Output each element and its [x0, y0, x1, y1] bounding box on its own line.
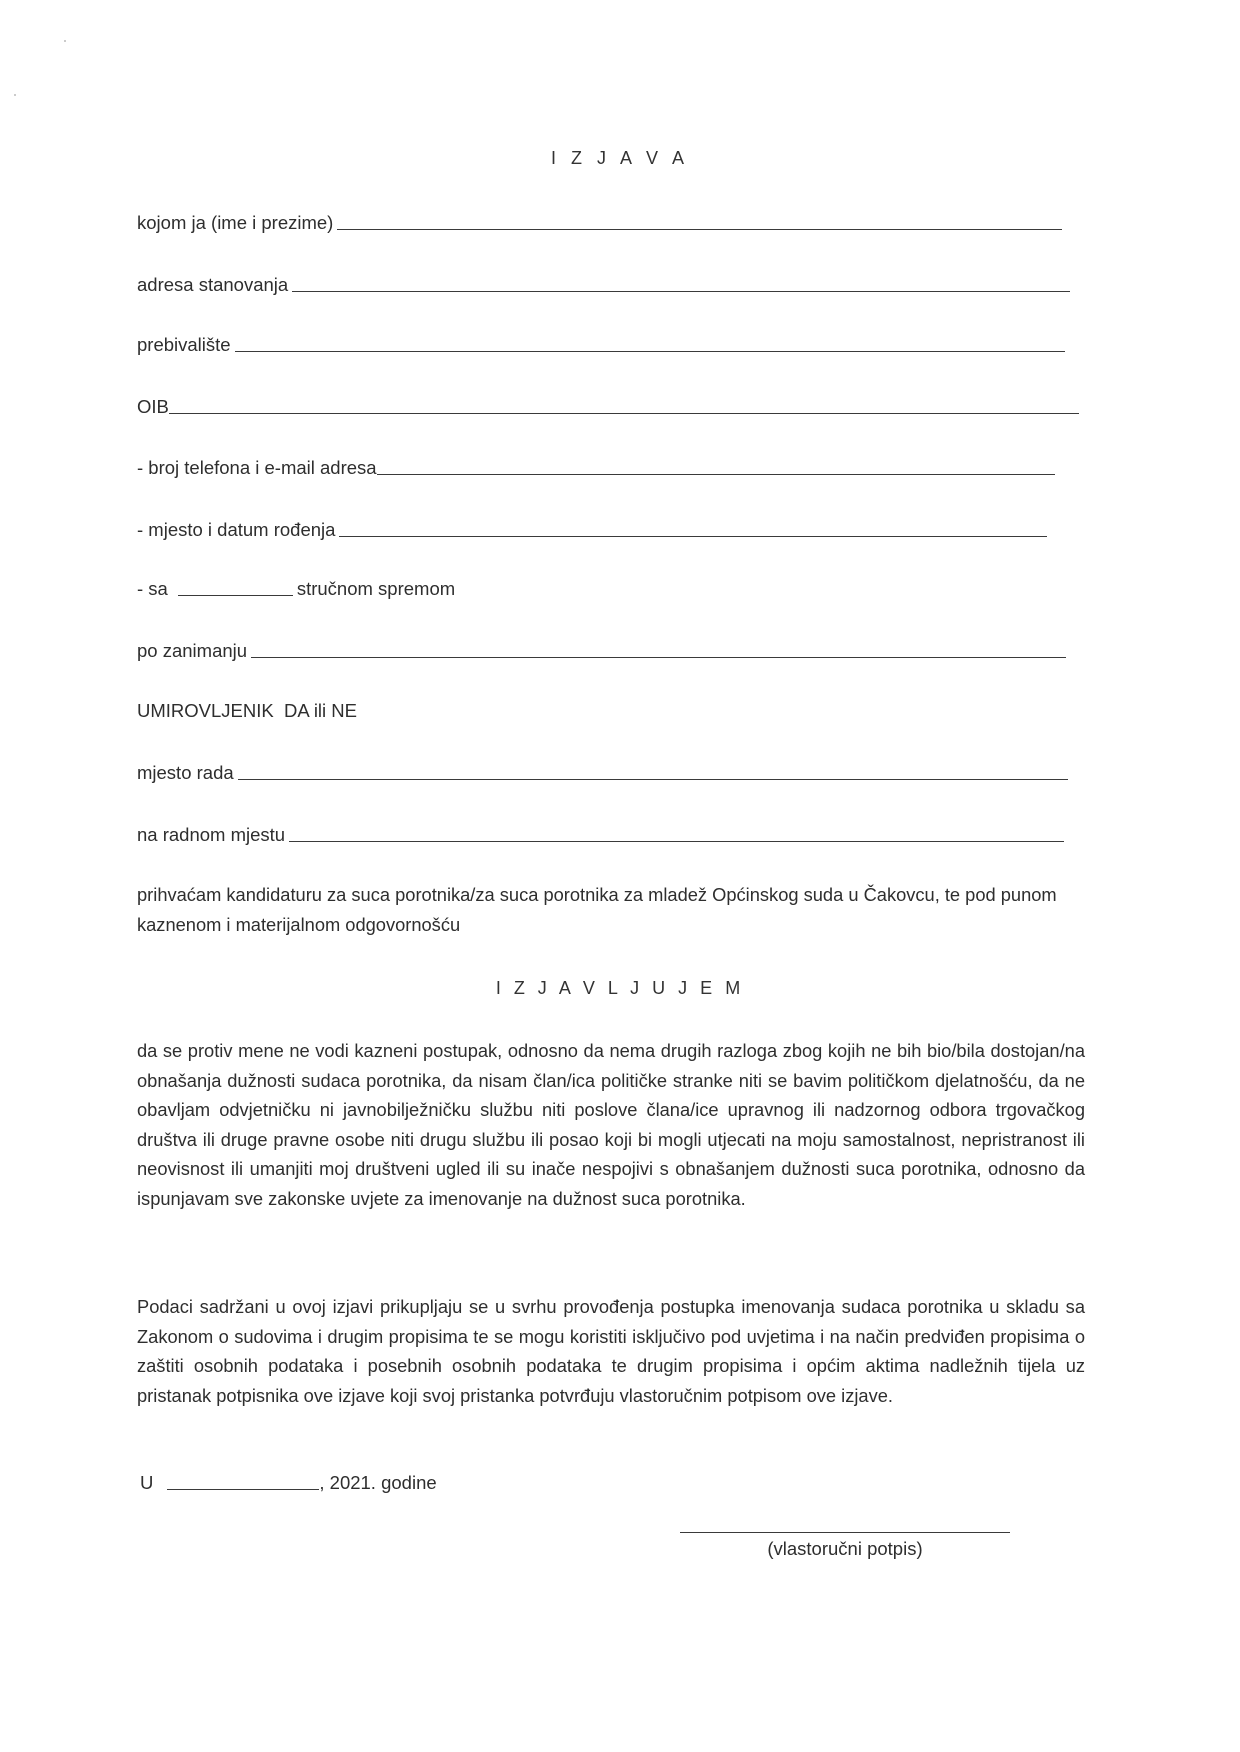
occupation-label: po zanimanju	[137, 640, 248, 661]
declaration-heading: I Z J A V L J U J E M	[495, 978, 745, 998]
workplace-field[interactable]	[137, 758, 1068, 784]
residence-label: prebivalište	[137, 334, 231, 355]
birth-label: - mjesto i datum rođenja	[137, 519, 336, 540]
place-line[interactable]	[167, 1489, 319, 1490]
retired-label: UMIROVLJENIK DA ili NE	[137, 700, 357, 721]
scan-speck	[64, 40, 66, 42]
name-line[interactable]	[337, 229, 1062, 230]
workplace-line[interactable]	[238, 779, 1068, 780]
year-label: , 2021. godine	[319, 1472, 437, 1493]
phone-email-line[interactable]	[377, 474, 1055, 475]
signature-line[interactable]	[680, 1532, 1010, 1533]
job-position-field[interactable]	[137, 820, 1064, 846]
document-title: I Z J A V A	[550, 148, 690, 168]
birth-line[interactable]	[339, 536, 1047, 537]
job-position-line[interactable]	[289, 841, 1064, 842]
education-prefix-label: - sa	[137, 578, 168, 599]
workplace-label: mjesto rada	[137, 762, 234, 783]
scan-speck	[14, 94, 16, 96]
occupation-line[interactable]	[251, 657, 1066, 658]
signature-label: (vlastoručni potpis)	[767, 1538, 923, 1559]
name-field[interactable]	[137, 208, 1062, 234]
oib-label: OIB	[137, 396, 169, 417]
oib-line[interactable]	[169, 413, 1079, 414]
residence-line[interactable]	[235, 351, 1065, 352]
education-suffix-label: stručnom spremom	[296, 578, 456, 599]
address-line[interactable]	[292, 291, 1070, 292]
declaration-paragraph: da se protiv mene ne vodi kazneni postupak, odnosno da nema drugih razloga zbog kojih ne bih bio/bila dostojan/na obnašanja dužnosti sudaca porotnika, da nisam član/ica političke stranke niti se bavim političkom djelatnošću, da ne obavljam odvjetničku ni javnobilježničku službu niti poslove člana/ice upravnog ili nadzornog odbora trgovačkog društva ili druge pravne osobe niti drugu službu ili posao koji bi mogli utjecati na moju samostalnost, nepristranost ili neovisnost ili umanjiti moj društveni ugled ili su inače nespojivi s obnašanjem dužnosti suca porotnika, odnosno da ispunjavam sve zakonske uvjete za imenovanje na dužnost suca porotnika.	[137, 1040, 1085, 1209]
acceptance-paragraph: prihvaćam kandidaturu za suca porotnika/za suca porotnika za mladež Općinskog suda u Čakovcu, te pod punom kaznenom i materijalnom odgovornošću	[137, 884, 1057, 935]
occupation-field[interactable]	[137, 636, 1066, 662]
education-field[interactable]	[137, 574, 459, 600]
education-line[interactable]	[178, 595, 293, 596]
retired-field[interactable]	[137, 696, 361, 722]
oib-field[interactable]	[137, 392, 1079, 418]
data-privacy-paragraph: Podaci sadržani u ovoj izjavi prikupljaju se u svrhu provođenja postupka imenovanja sudaca porotnika u skladu sa Zakonom o sudovima i drugim propisima te se mogu koristiti isključivo pod uvjetima i na način predviđen propisima o zaštiti osobnih podataka i posebnih osobnih podataka te drugim propisima i općim aktima nadležnih tijela uz pristanak potpisnika ove izjave koji svoj pristanka potvrđuju vlastoručnim potpisom ove izjave.	[137, 1296, 1085, 1406]
residence-field[interactable]	[137, 330, 1065, 356]
place-prefix-label: U	[140, 1472, 154, 1493]
name-label: kojom ja (ime i prezime)	[137, 212, 334, 233]
address-label: adresa stanovanja	[137, 274, 289, 295]
phone-email-label: - broj telefona i e-mail adresa	[137, 457, 377, 478]
birth-field[interactable]	[137, 515, 1047, 541]
place-date-field[interactable]	[140, 1468, 441, 1494]
phone-email-field[interactable]	[137, 453, 1055, 479]
job-position-label: na radnom mjestu	[137, 824, 286, 845]
address-field[interactable]	[137, 270, 1070, 296]
